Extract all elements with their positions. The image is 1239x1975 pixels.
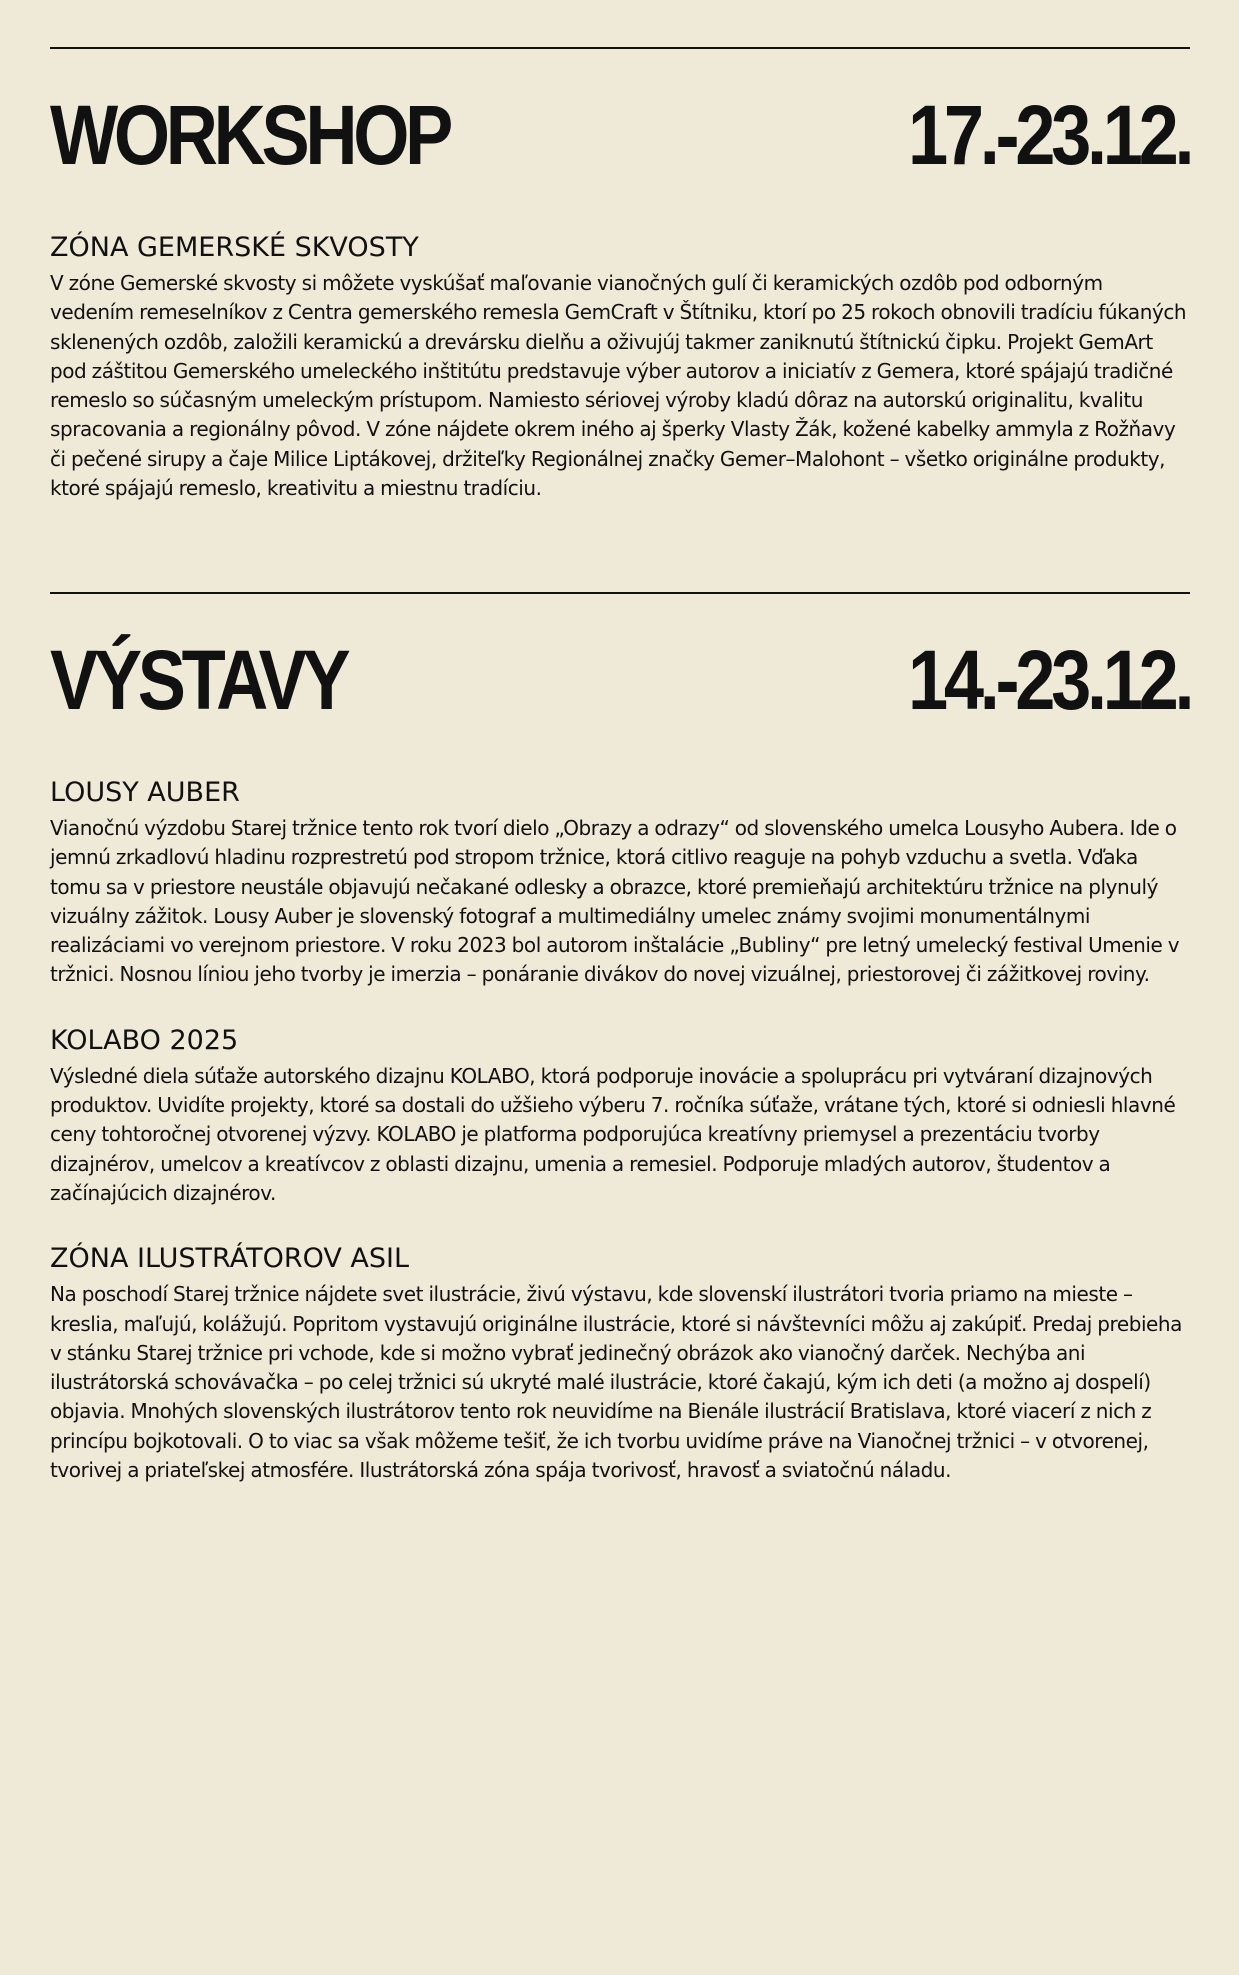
section-date: 14.-23.12. bbox=[907, 633, 1190, 727]
workshop-section bbox=[50, 47, 1190, 503]
item-description: Na poschodí Starej tržnice nájdete svet ilustrácie, živú výstavu, kde slovenskí ilustrátori tvoria priamo na mieste – kreslia, maľujú, kolážujú. Popritom vystavujú originálne ilustrácie, ktoré si návštevníci môžu aj zakúpiť. Predaj prebieha v stánku Starej tržnice pri vchode, kde si možno vybrať jedinečný obrázok ako vianočný darček. Nechýba ani ilustrátorská schovávačka – po celej tržnici sú ukryté malé ilustrácie, ktoré čakajú, kým ich deti (a možno aj dospelí) objavia. Mnohých slovenských ilustrátorov tento rok neuvidíme na Bienále ilustrácií Bratislava, ktoré viacerí z nich z princípu bojkotovali. O to viac sa však môžeme tešiť, že ich tvorbu uvidíme práve na Vianočnej tržnici – v otvorenej, tvorivej a priateľskej atmosfére. Ilustrátorská zóna spája tvorivosť, hravosť a sviatočnú náladu. bbox=[50, 1282, 1182, 1483]
item-heading: ZÓNA ILUSTRÁTOROV ASIL bbox=[50, 1243, 410, 1275]
item-heading: KOLABO 2025 bbox=[50, 1024, 239, 1056]
section-header bbox=[50, 633, 1190, 727]
program-item bbox=[50, 1242, 1190, 1485]
item-description: Vianočnú výzdobu Starej tržnice tento rok tvorí dielo „Obrazy a odrazy“ od slovenského umelca Lousyho Aubera. Ide o jemnú zrkadlovú hladinu rozprestretú pod stropom tržnice, ktorá citlivo reaguje na pohyb vzduchu a svetla. Vďaka tomu sa v priestore neustále objavujú nečakané odlesky a obrazce, ktoré premieňajú architektúru tržnice na plynulý vizuálny zážitok. Lousy Auber je slovenský fotograf a multimediálny umelec známy svojimi monumentálnymi realizáciami vo verejnom priestore. V roku 2023 bol autorom inštalácie „Bubliny“ pre letný umelecký festival Umenie v tržnici. Nosnou líniou jeho tvorby je imerzia – ponáranie divákov do novej vizuálnej, priestorovej či zážitkovej roviny. bbox=[50, 816, 1180, 987]
exhibitions-section bbox=[50, 592, 1190, 1485]
section-divider bbox=[50, 47, 1190, 49]
section-divider bbox=[50, 592, 1190, 594]
section-date: 17.-23.12. bbox=[907, 88, 1190, 182]
item-description: Výsledné diela súťaže autorského dizajnu KOLABO, ktorá podporuje inovácie a spoluprácu pri vytváraní dizajnových produktov. Uvidíte projekty, ktoré sa dostali do užšieho výberu 7. ročníka súťaže, vrátane tých, ktoré si odniesli hlavné ceny tohtoročnej otvorenej výzvy. KOLABO je platforma podporujúca kreatívny priemysel a prezentáciu tvorby dizajnérov, umelcov a kreatívcov z oblasti dizajnu, umenia a remesiel. Podporuje mladých autorov, študentov a začínajúcich dizajnérov. bbox=[50, 1063, 1176, 1205]
section-title: WORKSHOP bbox=[50, 88, 450, 182]
item-heading: LOUSY AUBER bbox=[50, 777, 240, 808]
program-item bbox=[50, 776, 1190, 990]
section-header bbox=[50, 88, 1190, 182]
section-title: VÝSTAVY bbox=[50, 633, 347, 727]
program-item bbox=[50, 231, 1190, 503]
program-item bbox=[50, 1024, 1190, 1208]
item-heading: ZÓNA GEMERSKÉ SKVOSTY bbox=[50, 232, 419, 263]
item-description: V zóne Gemerské skvosty si môžete vyskúšať maľovanie vianočných gulí či keramických ozdôb pod odborným vedením remeselníkov z Centra gemerského remesla GemCraft v Štítniku, ktorí po 25 rokoch obnovili tradíciu fúkaných sklenených ozdôb, založili keramickú a drevársku dielňu a oživujúj takmer zaniknutú štítnickú čipku. Projekt GemArt pod záštitou Gemerského umeleckého inštitútu predstavuje výber autorov a iniciatív z Gemera, ktoré spájajú tradičné remeslo so súčasným umeleckým prístupom. Namiesto sériovej výroby kladú dôraz na autorskú originalitu, kvalitu spracovania a regionálny pôvod. V zóne nájdete okrem iného aj šperky Vlasty Žák, kožené kabelky ammyla z Rožňavy či pečené sirupy a čaje Milice Liptákovej, držiteľky Regionálnej značky Gemer–Malohont – všetko originálne produkty, ktoré spájajú remeslo, kreativitu a miestnu tradíciu. bbox=[50, 271, 1187, 501]
